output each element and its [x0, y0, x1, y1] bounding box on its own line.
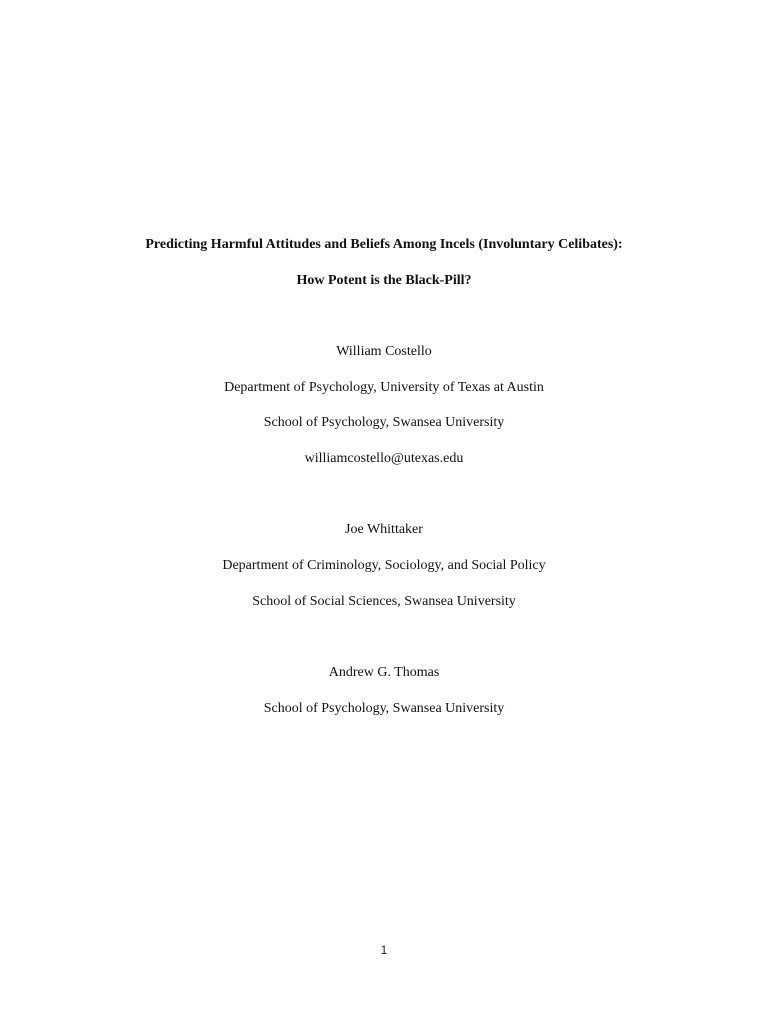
author-affiliation: Department of Psychology, University of Texas at Austin — [224, 380, 544, 395]
author-affiliation: School of Psychology, Swansea University — [263, 415, 505, 430]
author-email: williamcostello@utexas.edu — [304, 451, 464, 466]
author-name: Joe Whittaker — [345, 522, 423, 537]
author-name: William Costello — [336, 344, 432, 359]
author-name: Andrew G. Thomas — [328, 665, 440, 680]
page-number: 1 — [380, 943, 388, 957]
author-affiliation: School of Psychology, Swansea University — [263, 701, 505, 716]
author-affiliation: School of Social Sciences, Swansea University — [252, 594, 516, 609]
author-affiliation: Department of Criminology, Sociology, and Social Policy — [222, 558, 546, 573]
title-line-1: Predicting Harmful Attitudes and Beliefs Among Incels (Involuntary Celibates): — [145, 237, 623, 252]
title-line-2: How Potent is the Black-Pill? — [296, 273, 472, 288]
